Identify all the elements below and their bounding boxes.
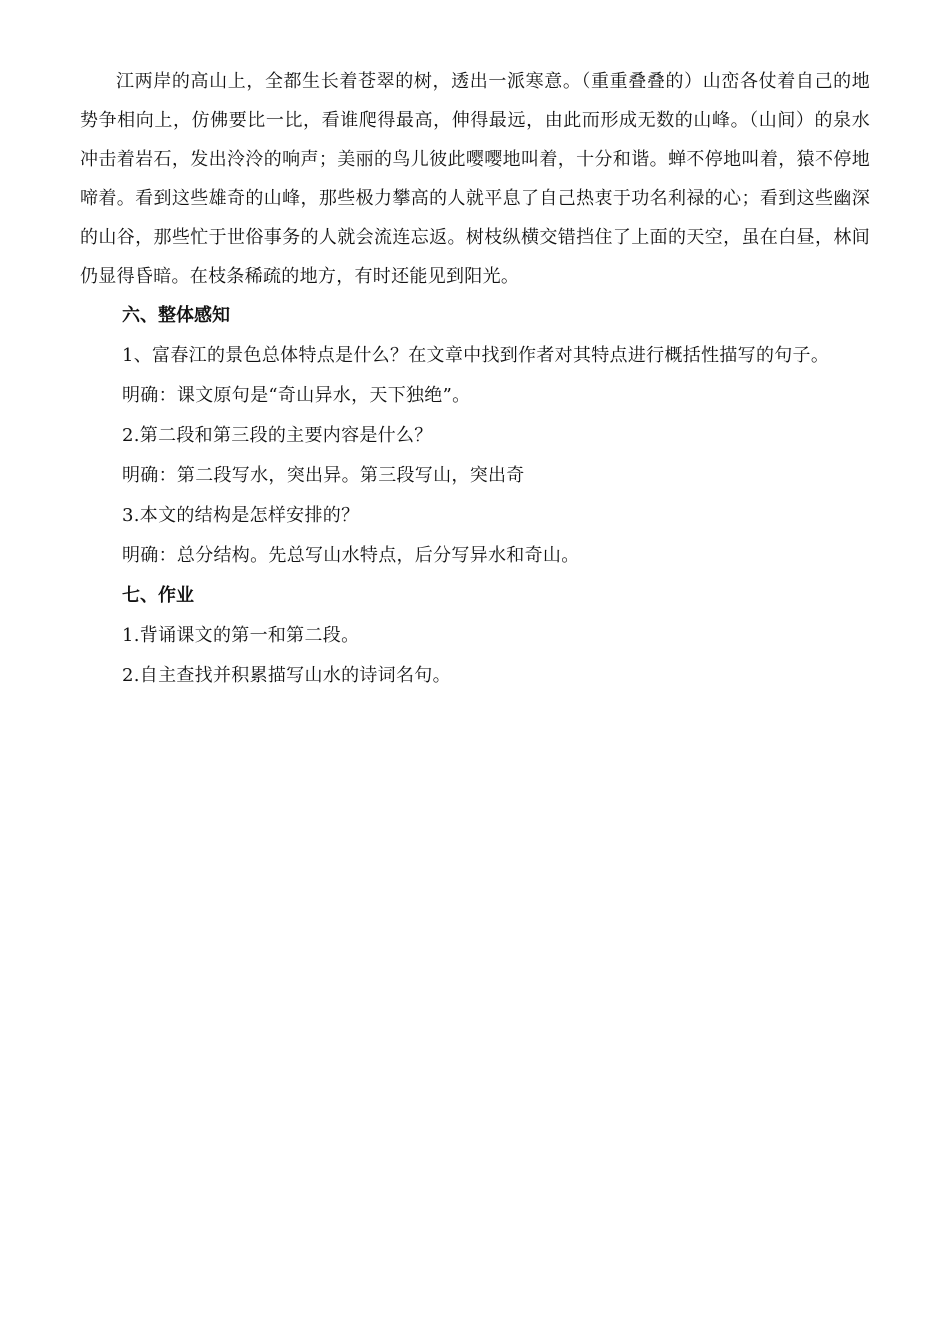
answer-3: 明确：总分结构。先总写山水特点，后分写异水和奇山。 <box>122 545 580 566</box>
question-3: 3.本文的结构是怎样安排的？ <box>122 505 360 526</box>
section-heading-homework: 七、作业 <box>122 585 194 606</box>
answer-1: 明确：课文原句是“奇山异水，天下独绝”。 <box>122 385 471 406</box>
question-1: 1、富春江的景色总体特点是什么？在文章中找到作者对其特点进行概括性描写的句子。 <box>122 345 830 366</box>
document-page <box>80 62 870 696</box>
homework-item-1: 1.背诵课文的第一和第二段。 <box>122 625 360 646</box>
homework-item-2: 2.自主查找并积累描写山水的诗词名句。 <box>122 665 451 686</box>
section-heading-overall-perception: 六、整体感知 <box>122 305 230 326</box>
question-2: 2.第二段和第三段的主要内容是什么？ <box>122 425 433 446</box>
answer-2: 明确：第二段写水，突出异。第三段写山，突出奇 <box>122 465 525 486</box>
translation-paragraph: 江两岸的高山上，全都生长着苍翠的树，透出一派寒意。（重重叠叠的）山峦各仗着自己的地势争相向上，仿佛要比一比，看谁爬得最高，伸得最远，由此而形成无数的山峰。（山间）的泉水冲击着岩石，发出泠泠的响声；美丽的鸟儿彼此嘤嘤地叫着，十分和谐。蝉不停地叫着，猿不停地啼着。看到这些雄奇的山峰，那些极力攀高的人就平息了自己热衷于功名利禄的心；看到这些幽深的山谷，那些忙于世俗事务的人就会流连忘返。树枝纵横交错挡住了上面的天空，虽在白昼，林间仍显得昏暗。在枝条稀疏的地方，有时还能见到阳光。 <box>80 71 870 287</box>
